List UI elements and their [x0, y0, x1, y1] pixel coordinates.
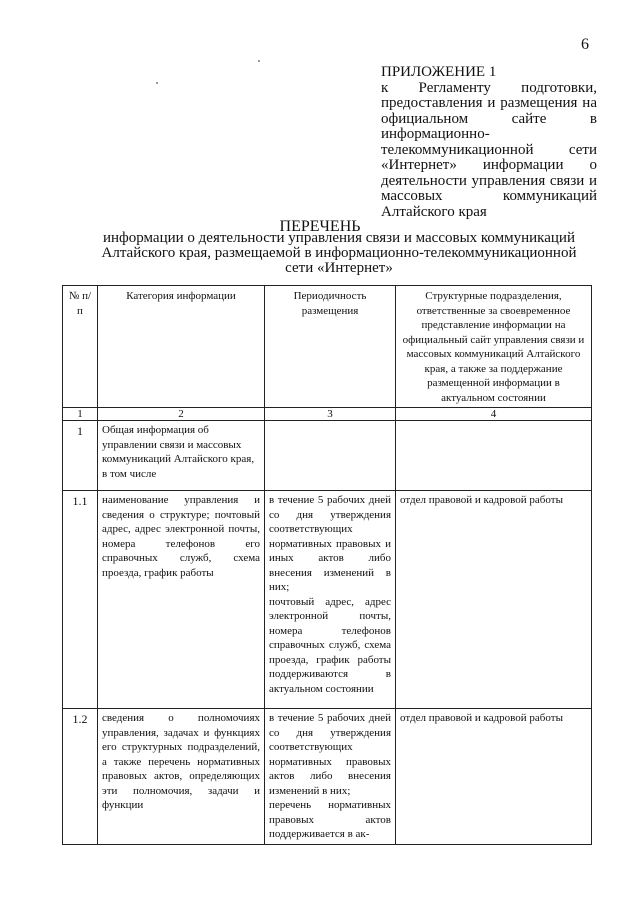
column-number: 2 [98, 408, 265, 421]
row-department: отдел правовой и кадровой работы [396, 491, 592, 709]
header-number: № п/п [63, 286, 98, 408]
list-subtitle: информации о деятельности управления связи и массовых коммуникаций Алтайского края, размещаемой в информационно-телекоммуникационной сети «Интернет» [101, 230, 577, 276]
table-row [63, 709, 592, 845]
row-number: 1.1 [63, 491, 98, 709]
table-row [63, 421, 592, 491]
row-number: 1 [63, 421, 98, 491]
appendix-text: к Регламенту подготовки, предоставления и размещения на официальном сайте в информационно-телекоммуникационной сети «Интернет» информации о деятельности управления связи и массовых коммуникаций Алтайского края [381, 79, 597, 220]
column-number: 1 [63, 408, 98, 421]
row-category: наименование управления и сведения о структуре; почтовый адрес, адрес электронной почты, номера телефонов его справочных служб, схема проезда, график работы [98, 491, 265, 709]
row-periodicity [265, 421, 396, 491]
appendix-block [381, 65, 597, 220]
list-title: ПЕРЕЧЕНЬ [279, 218, 361, 235]
appendix-title: ПРИЛОЖЕНИЕ 1 [381, 64, 497, 80]
header-category: Категория информации [98, 286, 265, 408]
periodicity-text: в течение 5 рабочих дней со дня утверждения соответствующих нормативных правовых актов либо внесения изменений в них; [269, 712, 391, 797]
row-department [396, 421, 592, 491]
information-table [62, 285, 592, 845]
row-number: 1.2 [63, 709, 98, 845]
table-row [63, 491, 592, 709]
scan-speck [156, 82, 158, 84]
row-periodicity [265, 709, 396, 845]
header-periodicity: Периодичность размещения [265, 286, 396, 408]
row-category: Общая информация об управлении связи и массовых коммуникаций Алтайского края, в том числе [98, 421, 265, 491]
column-number: 3 [265, 408, 396, 421]
row-category: сведения о полномочиях управления, задачах и функциях его структурных подразделений, а также перечень нормативных правовых актов, определяющих эти полномочия, задачи и функции [98, 709, 265, 845]
periodicity-text: в течение 5 рабочих дней со дня утверждения соответствующих нормативных правовых и иных актов либо внесения изменений в них; [269, 494, 391, 593]
row-department: отдел правовой и кадровой работы [396, 709, 592, 845]
page-number: 6 [581, 36, 589, 53]
periodicity-text-2: почтовый адрес, адрес электронной почты, номера телефонов справочных служб, схема проезда, график работы поддерживаются в актуальном состоянии [269, 595, 391, 695]
scan-speck [258, 60, 260, 62]
table-header-row [63, 286, 592, 408]
header-department: Структурные подразделения, ответственные за своевременное представление информации на официальный сайт управления связи и массовых коммуникаций Алтайского края, а также за поддержание размещенной информации в актуальном состоянии [396, 286, 592, 408]
column-number-row [63, 408, 592, 421]
row-periodicity [265, 491, 396, 709]
periodicity-text-2: перечень нормативных правовых актов поддерживается в ак- [269, 799, 391, 840]
column-number: 4 [396, 408, 592, 421]
